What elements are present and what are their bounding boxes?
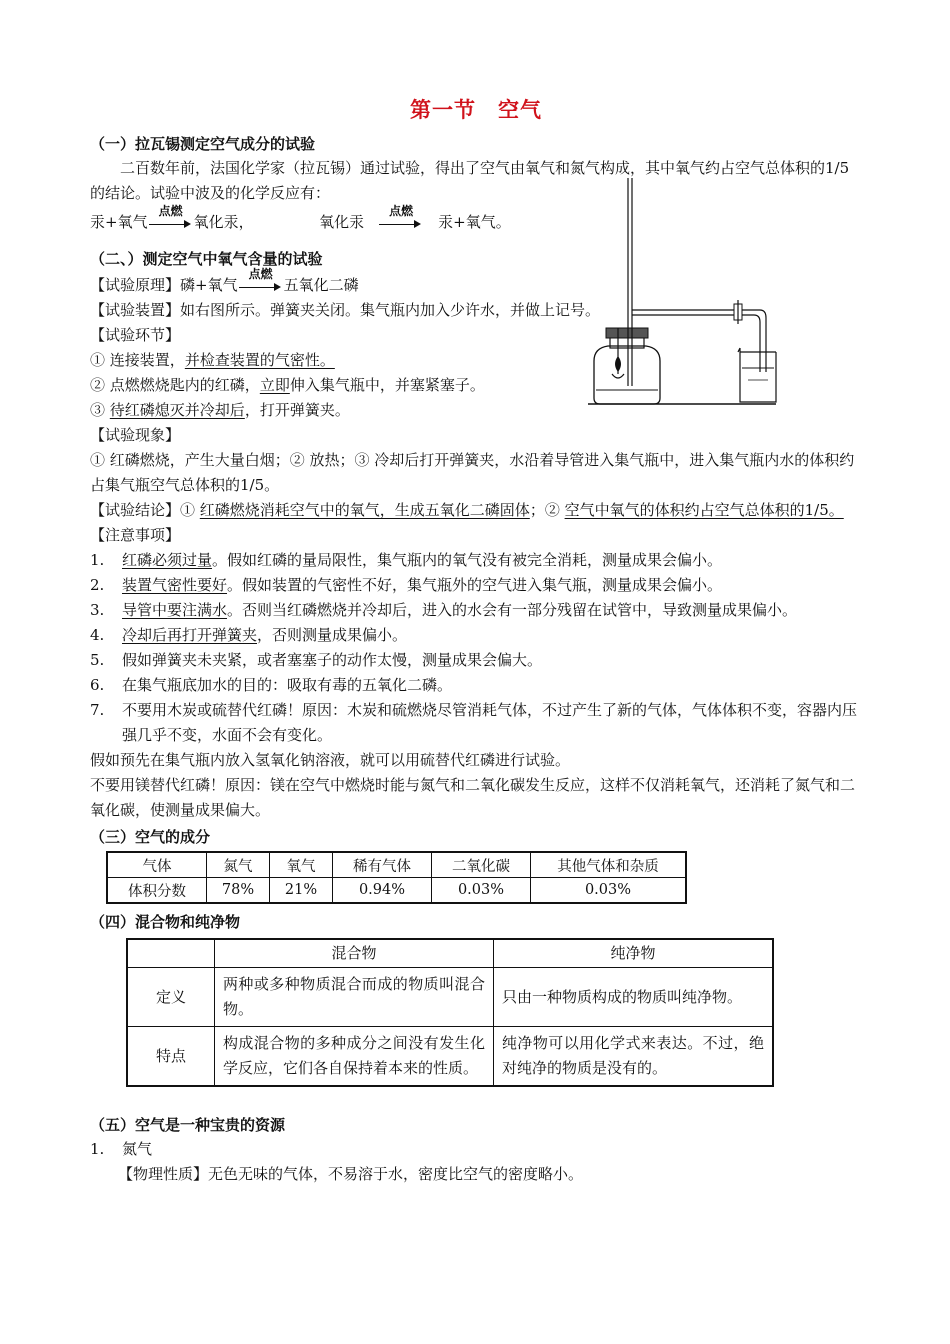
page-title <box>90 96 862 124</box>
note-item: 1. 红磷必须过量。假如红磷的量局限性，集气瓶内的氧气没有被完全消耗，测量成果会偏小。 <box>90 551 723 569</box>
note-extra-1: 假如预先在集气瓶内放入氢氧化钠溶液，就可以用硫替代红磷进行试验。 <box>90 751 571 769</box>
resource-item: 1. 氮气 <box>90 1140 153 1158</box>
note-item: 3. 导管中要注满水。否则当红磷燃烧并冷却后，进入的水会有一部分残留在试管中，导致测量成果偏小。 <box>90 601 798 619</box>
table-row: 特点 构成混合物的多种成分之间没有发生化学反应，它们各自保持着本来的性质。 纯净物可以用化学式来表达。不过，绝对纯净的物质是没有的。 <box>127 1027 773 1087</box>
mixture-pure-table <box>126 938 774 1087</box>
note-item: 5. 假如弹簧夹未夹紧，或者塞塞子的动作太慢，测量成果会偏大。 <box>90 651 543 669</box>
title-section-number: 第一节 <box>410 98 476 122</box>
experiment-conclusion: 【试验结论】① 红磷燃烧消耗空气中的氧气，生成五氧化二磷固体；② 空气中氧气的体积约占空气总体积的1/5。 <box>90 501 844 519</box>
table-row: 定义 两种或多种物质混合而成的物质叫混合物。 只由一种物质构成的物质叫纯净物。 <box>127 968 773 1027</box>
section-2-heading: （二、）测定空气中氧气含量的试验 <box>90 250 323 268</box>
section-1-paragraph: 二百数年前，法国化学家（拉瓦锡）通过试验，得出了空气由氧气和氮气构成，其中氧气约占空气总体积的1/5的结论。试验中波及的化学反应有： <box>90 159 850 202</box>
experiment-principle: 【试验原理】磷+氧气 点燃 五氧化二磷 <box>90 267 359 294</box>
section-3-heading: （三）空气的成分 <box>90 828 211 846</box>
notes-label: 【注意事项】 <box>90 526 181 544</box>
step-2: ② 点燃燃烧匙内的红磷，立即伸入集气瓶中，并塞紧塞子。 <box>90 376 485 394</box>
section-1-heading: （一）拉瓦锡测定空气成分的试验 <box>90 135 316 153</box>
title-topic: 空气 <box>498 98 542 122</box>
reaction-equations: 汞+氧气 点燃 氧化汞， 氧化汞 点燃 汞+氧气。 <box>90 204 511 231</box>
table-row: 混合物 纯净物 <box>127 939 773 968</box>
experiment-steps-label: 【试验环节】 <box>90 326 181 344</box>
note-extra-2: 不要用镁替代红磷！原因：镁在空气中燃烧时能与氮气和二氧化碳发生反应，这样不仅消耗氧气，还消耗了氮气和二氧化碳，使测量成果偏大。 <box>90 776 856 819</box>
table-row: 气体 氮气 氧气 稀有气体 二氧化碳 其他气体和杂质 <box>107 852 686 878</box>
step-1: ① 连接装置，并检查装置的气密性。 <box>90 351 335 369</box>
note-item: 7. 不要用木炭或硫替代红磷！原因：木炭和硫燃烧尽管消耗气体，不过产生了新的气体，气体体积不变，容器内压强几乎不变，水面不会有变化。 <box>90 701 858 744</box>
step-3: ③ 待红磷熄灭并冷却后，打开弹簧夹。 <box>90 401 350 419</box>
note-item: 6. 在集气瓶底加水的目的：吸取有毒的五氧化二磷。 <box>90 676 453 694</box>
experiment-apparatus-diagram <box>588 176 778 410</box>
experiment-phenomenon: ① 红磷燃烧，产生大量白烟；② 放热；③ 冷却后打开弹簧夹，水沿着导管进入集气瓶中，进入集气瓶内水的体积约占集气瓶空气总体积的1/5。 <box>90 451 855 494</box>
section-4-heading: （四）混合物和纯净物 <box>90 913 241 931</box>
reaction-arrow: 点燃 <box>239 276 283 296</box>
air-composition-table <box>106 851 687 904</box>
reaction-arrow: 点燃 <box>379 213 423 233</box>
note-item: 4. 冷却后再打开弹簧夹，否则测量成果偏小。 <box>90 626 408 644</box>
experiment-device: 【试验装置】如右图所示。弹簧夹关闭。集气瓶内加入少许水，并做上记号。 <box>90 301 601 319</box>
table-row: 体积分数 78% 21% 0.94% 0.03% 0.03% <box>107 878 686 904</box>
note-item: 2. 装置气密性要好。假如装置的气密性不好，集气瓶外的空气进入集气瓶，测量成果会偏小。 <box>90 576 723 594</box>
physical-properties: 【物理性质】无色无味的气体，不易溶于水，密度比空气的密度略小。 <box>118 1165 584 1183</box>
section-5-heading: （五）空气是一种宝贵的资源 <box>90 1116 286 1134</box>
reaction-arrow: 点燃 <box>149 213 193 233</box>
experiment-phenomenon-label: 【试验现象】 <box>90 426 181 444</box>
